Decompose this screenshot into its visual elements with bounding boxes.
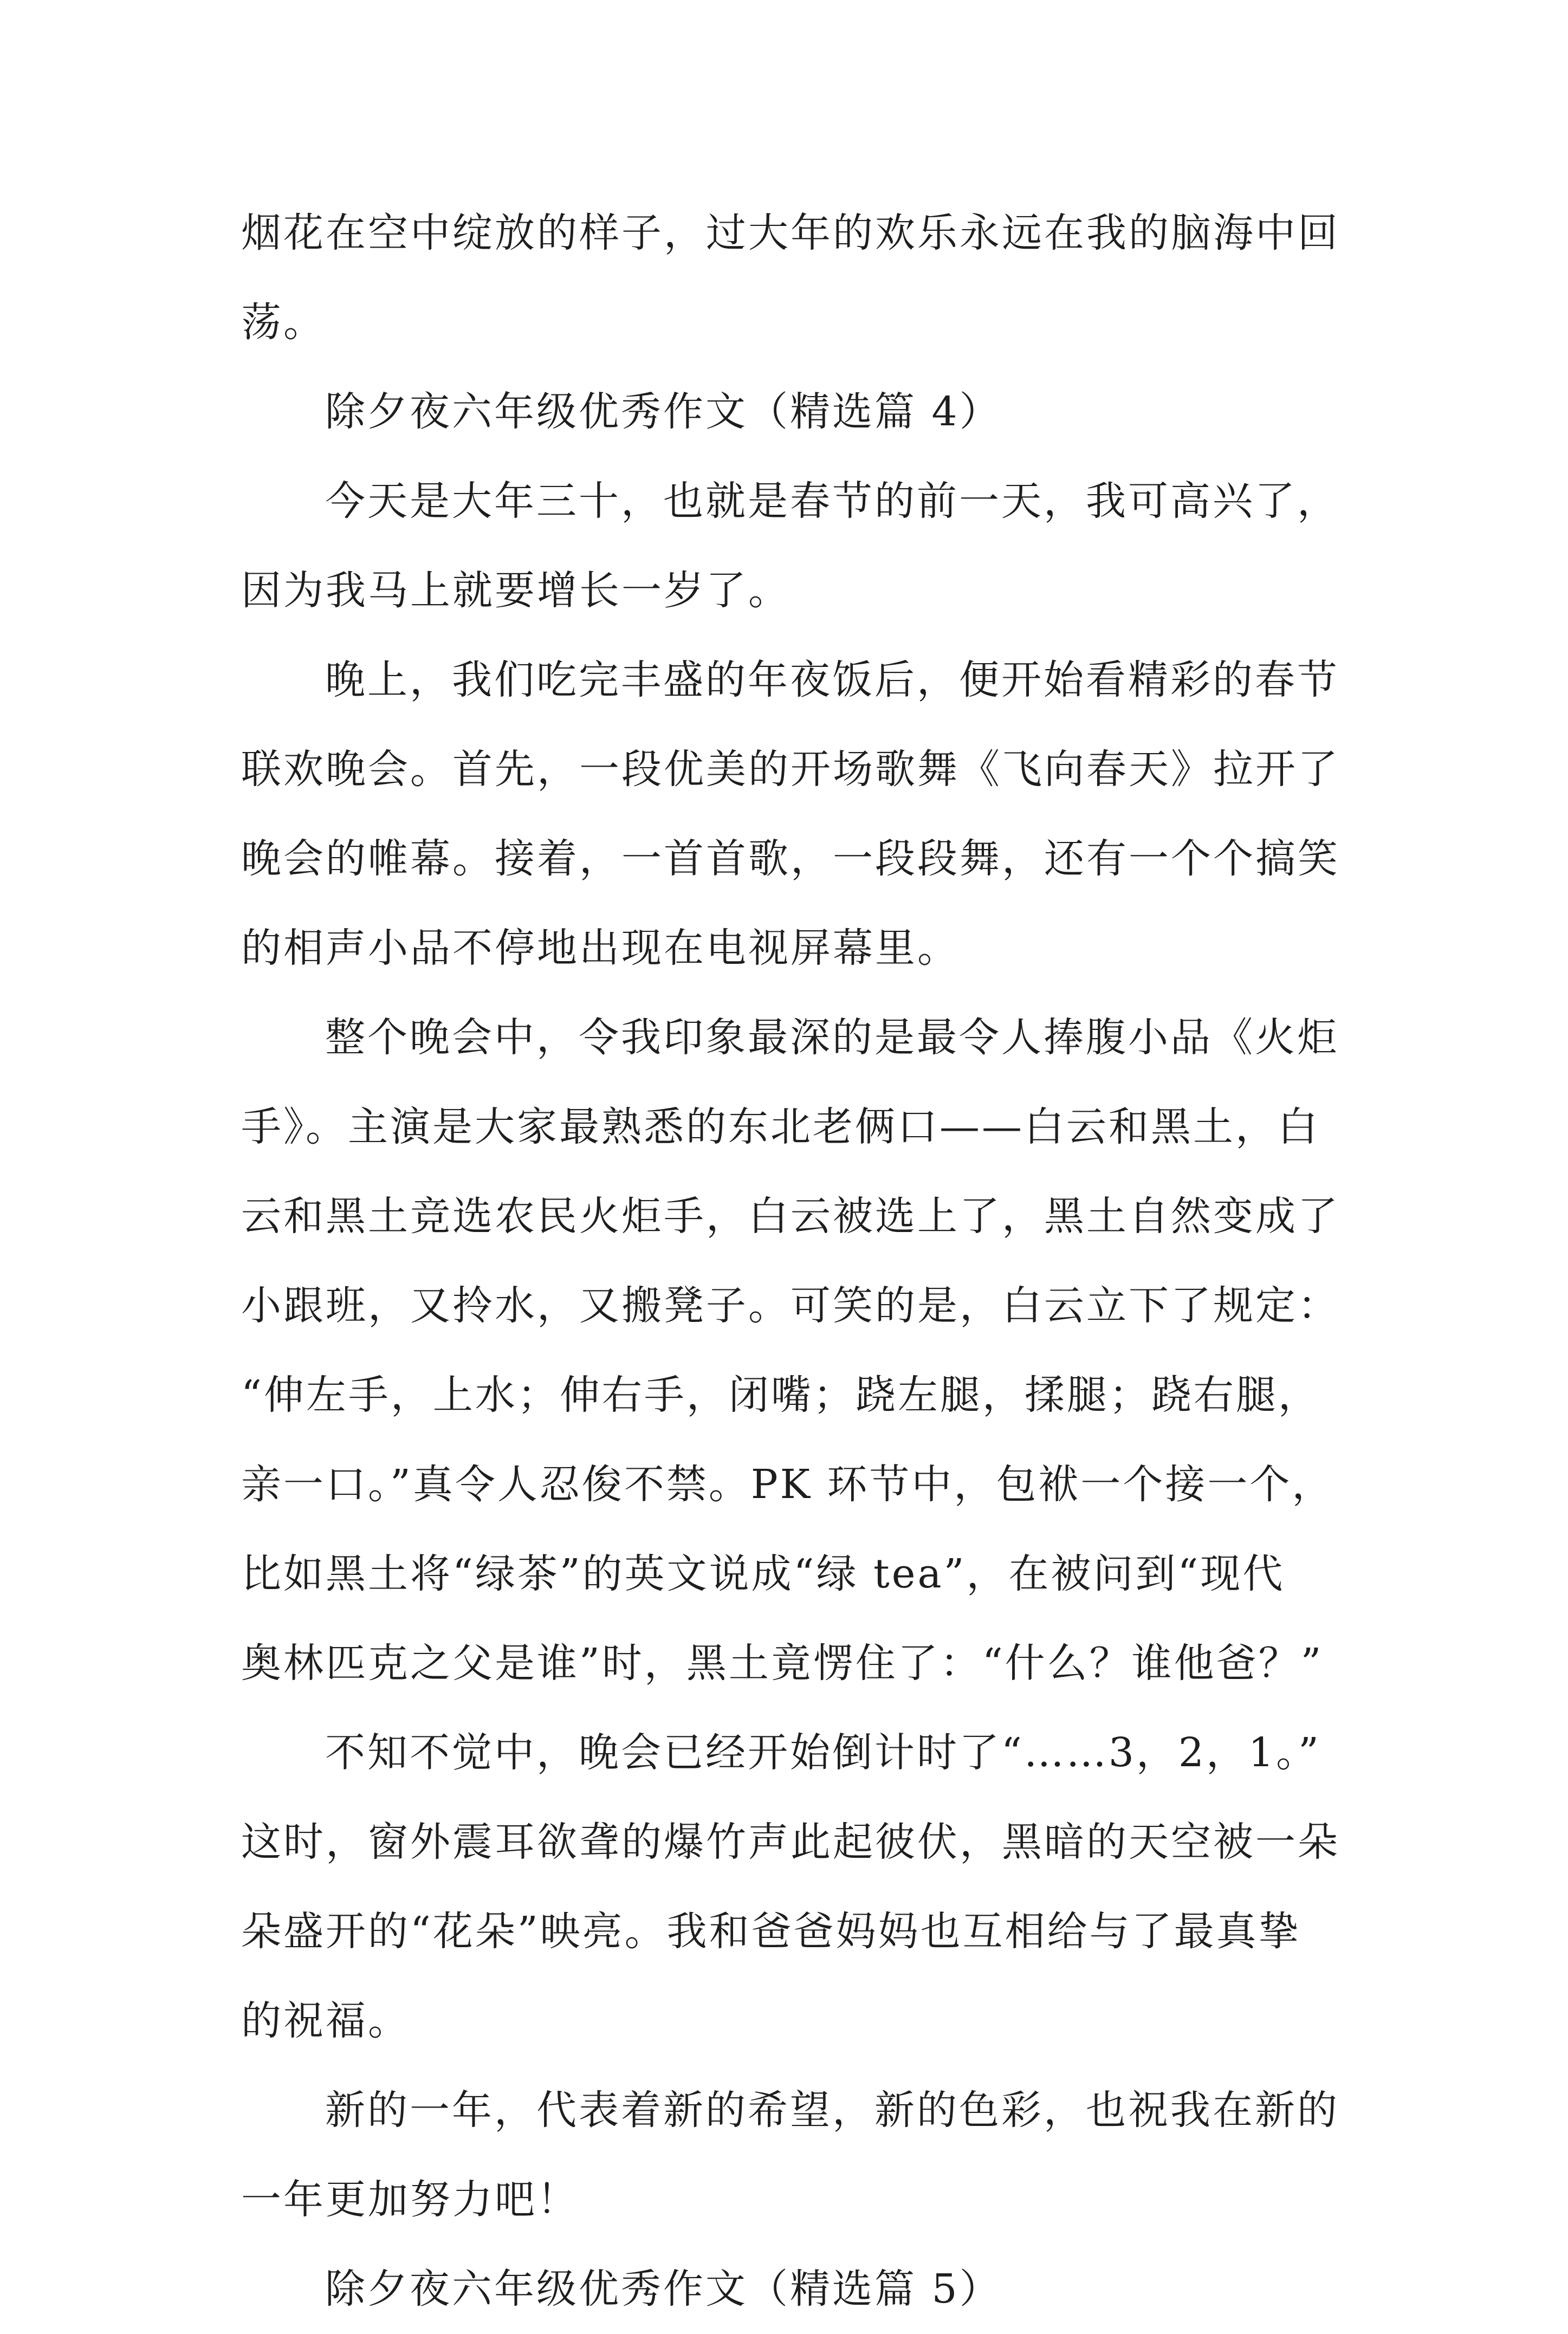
text-line: 朵盛开的“花朵”映亮。我和爸爸妈妈也互相给与了最真挚 xyxy=(241,1908,1301,1955)
text-line: 整个晚会中，令我印象最深的是最令人捧腹小品《火炬 xyxy=(325,1014,1339,1061)
essay-text xyxy=(241,189,1340,2334)
text-line: 奥林匹克之父是谁”时，黑土竟愣住了：“什么？谁他爸？” xyxy=(241,1640,1324,1687)
text-line: 一年更加努力吧！ xyxy=(241,2176,579,2223)
text-line: 新的一年，代表着新的希望，新的色彩，也祝我在新的 xyxy=(325,2087,1339,2134)
section-heading-5: 除夕夜六年级优秀作文（精选篇 5） xyxy=(325,2266,1002,2312)
text-line: 小跟班，又拎水，又搬凳子。可笑的是，白云立下了规定： xyxy=(241,1282,1340,1329)
text-line: 的相声小品不停地出现在电视屏幕里。 xyxy=(241,925,960,971)
text-line: 手》。主演是大家最熟悉的东北老俩口——白云和黑土，白 xyxy=(241,1104,1320,1150)
text-line: 云和黑土竞选农民火炬手，白云被选上了，黑土自然变成了 xyxy=(241,1193,1340,1240)
text-line: 晚会的帷幕。接着，一首首歌，一段段舞，还有一个个搞笑 xyxy=(241,835,1340,882)
text-line: 晚上，我们吃完丰盛的年夜饭后，便开始看精彩的春节 xyxy=(325,657,1339,703)
text-line: 因为我马上就要增长一岁了。 xyxy=(241,567,791,614)
text-line: “伸左手，上水；伸右手，闭嘴；跷左腿，揉腿；跷右腿， xyxy=(241,1372,1320,1418)
text-line: 这时，窗外震耳欲聋的爆竹声此起彼伏，黑暗的天空被一朵 xyxy=(241,1819,1340,1865)
section-heading-4: 除夕夜六年级优秀作文（精选篇 4） xyxy=(325,388,1002,435)
text-line: 比如黑土将“绿茶”的英文说成“绿 tea”，在被问到“现代 xyxy=(241,1551,1285,1597)
text-line: 的祝福。 xyxy=(241,1998,410,2044)
text-line: 烟花在空中绽放的样子，过大年的欢乐永远在我的脑海中回 xyxy=(241,210,1340,256)
text-line: 荡。 xyxy=(241,299,326,346)
text-line: 今天是大年三十，也就是春节的前一天，我可高兴了， xyxy=(325,478,1339,524)
text-line: 亲一口。”真令人忍俊不禁。PK 环节中，包袱一个接一个， xyxy=(241,1461,1334,1508)
text-line: 不知不觉中，晚会已经开始倒计时了“……3，2，1。” xyxy=(325,1729,1321,1776)
text-line: 联欢晚会。首先，一段优美的开场歌舞《飞向春天》拉开了 xyxy=(241,746,1340,793)
